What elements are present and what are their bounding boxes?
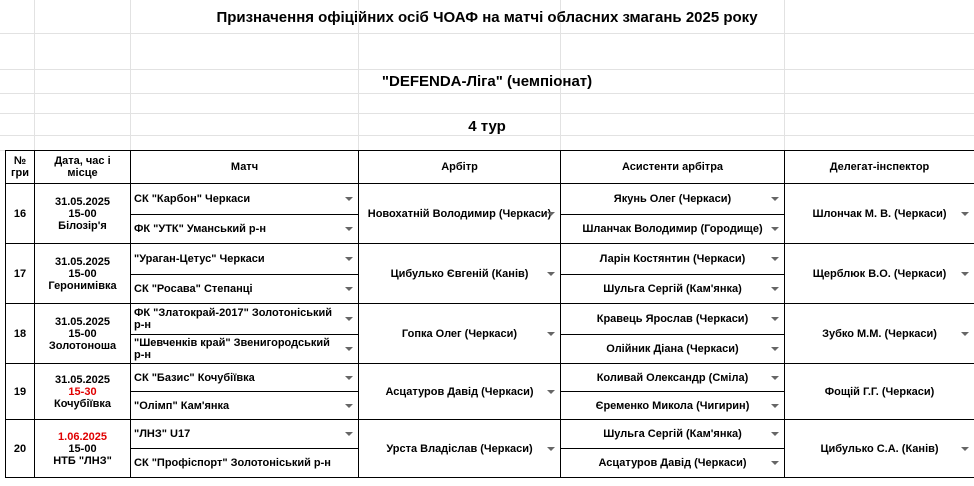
referee-select[interactable]: [359, 304, 561, 364]
chevron-down-icon[interactable]: [961, 212, 969, 216]
chevron-down-icon[interactable]: [547, 272, 555, 276]
referee-select[interactable]: [359, 364, 561, 420]
table-row: [6, 420, 974, 449]
chevron-down-icon[interactable]: [961, 272, 969, 276]
assistant1-select[interactable]: [561, 304, 785, 335]
col-header-no: № гри: [6, 151, 35, 184]
game-date-cell: [35, 244, 131, 304]
delegate-label: Щерблюк В.О. (Черкаси): [812, 267, 947, 280]
table-row: [6, 184, 974, 215]
table-row: [6, 304, 974, 335]
table-row: [6, 244, 974, 275]
assistant2-select[interactable]: [561, 449, 785, 478]
game-number: 18: [6, 304, 35, 364]
col-header-delegate: Делегат-інспектор: [785, 151, 974, 184]
assistant1-select[interactable]: [561, 364, 785, 392]
referee-select[interactable]: [359, 184, 561, 244]
delegate-select[interactable]: [785, 244, 974, 304]
assistant1-select[interactable]: [561, 244, 785, 275]
round-title: 4 тур: [468, 118, 506, 135]
team2-label: ФК "УТК" Уманський р-н: [134, 223, 266, 235]
chevron-down-icon[interactable]: [961, 332, 969, 336]
referee-select[interactable]: [359, 420, 561, 478]
chevron-down-icon[interactable]: [345, 317, 353, 321]
chevron-down-icon[interactable]: [771, 461, 779, 465]
chevron-down-icon[interactable]: [771, 227, 779, 231]
table-header-row: [6, 151, 974, 184]
chevron-down-icon[interactable]: [547, 447, 555, 451]
chevron-down-icon[interactable]: [771, 376, 779, 380]
game-date-cell: [35, 184, 131, 244]
assistant1-label: Якунь Олег (Черкаси): [613, 193, 732, 205]
assistant2-label: Асцатуров Давід (Черкаси): [598, 457, 747, 469]
delegate-select[interactable]: [785, 184, 974, 244]
assistant1-label: Кравець Ярослав (Черкаси): [596, 313, 749, 325]
assistant2-label: Шульга Сергій (Кам'янка): [603, 283, 742, 295]
chevron-down-icon[interactable]: [547, 390, 555, 394]
team1-label: "ЛНЗ" U17: [134, 428, 191, 440]
team1-label: СК "Базис" Кочубіївка: [134, 371, 255, 384]
game-time: 15-00: [68, 327, 97, 340]
team1-label: СК "Карбон" Черкаси: [134, 193, 251, 205]
game-time: 15-00: [68, 267, 97, 280]
team2-label: СК "Профіспорт" Золотоніський р-н: [134, 457, 331, 469]
assistant2-label: Шланчак Володимир (Городище): [582, 223, 763, 235]
assistant2-label: Олійник Діана (Черкаси): [606, 343, 739, 355]
team2-label: "Олімп" Кам'янка: [134, 399, 230, 412]
chevron-down-icon[interactable]: [345, 197, 353, 201]
game-date: 31.05.2025: [54, 195, 111, 208]
team1-select[interactable]: [131, 420, 359, 449]
referee-select[interactable]: [359, 244, 561, 304]
team2-select[interactable]: [131, 275, 359, 304]
game-date-cell: [35, 420, 131, 478]
game-number: 20: [6, 420, 35, 478]
chevron-down-icon[interactable]: [345, 347, 353, 351]
game-number: 17: [6, 244, 35, 304]
delegate-label: Цибулько С.А. (Канів): [820, 442, 939, 455]
chevron-down-icon[interactable]: [345, 432, 353, 436]
assistant2-select[interactable]: [561, 275, 785, 304]
game-date: 31.05.2025: [54, 255, 111, 268]
game-place: Білозір'я: [58, 219, 107, 232]
game-date-cell: [35, 304, 131, 364]
team2-label: "Шевченків край" Звенигородський р-н: [134, 337, 330, 361]
referee-label: Асцатуров Давід (Черкаси): [385, 385, 534, 398]
chevron-down-icon[interactable]: [547, 212, 555, 216]
team1-select[interactable]: [131, 364, 359, 392]
table-row: [6, 364, 974, 392]
chevron-down-icon[interactable]: [771, 317, 779, 321]
team2-select[interactable]: [131, 335, 359, 364]
game-place: Золотоноша: [48, 339, 117, 352]
chevron-down-icon[interactable]: [771, 197, 779, 201]
chevron-down-icon[interactable]: [547, 332, 555, 336]
game-place: Геронимівка: [48, 279, 117, 292]
assistant1-label: Коливай Олександр (Сміла): [596, 371, 749, 384]
chevron-down-icon[interactable]: [771, 287, 779, 291]
game-time: 15-00: [68, 207, 97, 220]
team2-select[interactable]: [131, 215, 359, 244]
chevron-down-icon[interactable]: [771, 347, 779, 351]
game-time: 15-00: [68, 442, 97, 455]
team2-label: СК "Росава" Степанці: [134, 283, 253, 295]
chevron-down-icon[interactable]: [345, 404, 353, 408]
team1-label: ФК "Златокрай-2017" Золотоніський р-н: [134, 307, 333, 331]
referee-label: Цибулько Євгеній (Канів): [390, 267, 529, 280]
team2-select[interactable]: [131, 392, 359, 420]
assistant2-select[interactable]: [561, 215, 785, 244]
chevron-down-icon[interactable]: [345, 227, 353, 231]
game-time: 15-30: [68, 385, 97, 398]
chevron-down-icon[interactable]: [345, 376, 353, 380]
team1-select[interactable]: [131, 244, 359, 275]
assistant1-label: Ларін Костянтин (Черкаси): [599, 253, 746, 265]
referee-label: Новохатній Володимир (Черкаси): [367, 207, 552, 220]
game-place: Кочубіївка: [54, 397, 111, 410]
chevron-down-icon[interactable]: [961, 447, 969, 451]
assistant2-label: Єременко Микола (Чигирин): [595, 399, 750, 412]
chevron-down-icon[interactable]: [771, 432, 779, 436]
game-date-cell: [35, 364, 131, 420]
referee-label: Гопка Олег (Черкаси): [401, 327, 518, 340]
delegate-label: Зубко М.М. (Черкаси): [822, 327, 937, 340]
delegate-label: Шлончак М. В. (Черкаси): [812, 207, 947, 220]
referee-label: Урста Владіслав (Черкаси): [386, 442, 533, 455]
assistant2-select[interactable]: [561, 392, 785, 420]
league-title: "DEFENDA-Ліга" (чемпіонат): [381, 73, 593, 90]
chevron-down-icon[interactable]: [345, 287, 353, 291]
assistant1-select[interactable]: [561, 184, 785, 215]
delegate-select[interactable]: [785, 364, 974, 420]
delegate-label: Фощій Г.Г. (Черкаси): [824, 385, 935, 398]
game-date: 31.05.2025: [54, 373, 111, 386]
team1-label: "Ураган-Цетус" Черкаси: [134, 253, 265, 265]
game-date: 1.06.2025: [58, 430, 107, 443]
game-number: 19: [6, 364, 35, 420]
chevron-down-icon[interactable]: [345, 257, 353, 261]
col-header-referee: Арбітр: [359, 151, 561, 184]
team2-select[interactable]: [131, 449, 359, 478]
col-header-assistants: Асистенти арбітра: [561, 151, 785, 184]
col-header-match: Матч: [131, 151, 359, 184]
game-number: 16: [6, 184, 35, 244]
chevron-down-icon[interactable]: [771, 257, 779, 261]
assistant1-select[interactable]: [561, 420, 785, 449]
delegate-select[interactable]: [785, 304, 974, 364]
page-title: Призначення офіційних осіб ЧОАФ на матчі обласних змагань 2025 року: [216, 9, 758, 26]
team1-select[interactable]: [131, 304, 359, 335]
col-header-date: Дата, час і місце: [35, 151, 131, 184]
assignments-table: [5, 150, 974, 478]
assistant1-label: Шульга Сергій (Кам'янка): [603, 428, 742, 440]
assistant2-select[interactable]: [561, 335, 785, 364]
delegate-select[interactable]: [785, 420, 974, 478]
team1-select[interactable]: [131, 184, 359, 215]
game-date: 31.05.2025: [54, 315, 111, 328]
game-place: НТБ "ЛНЗ": [53, 454, 112, 467]
chevron-down-icon[interactable]: [771, 404, 779, 408]
